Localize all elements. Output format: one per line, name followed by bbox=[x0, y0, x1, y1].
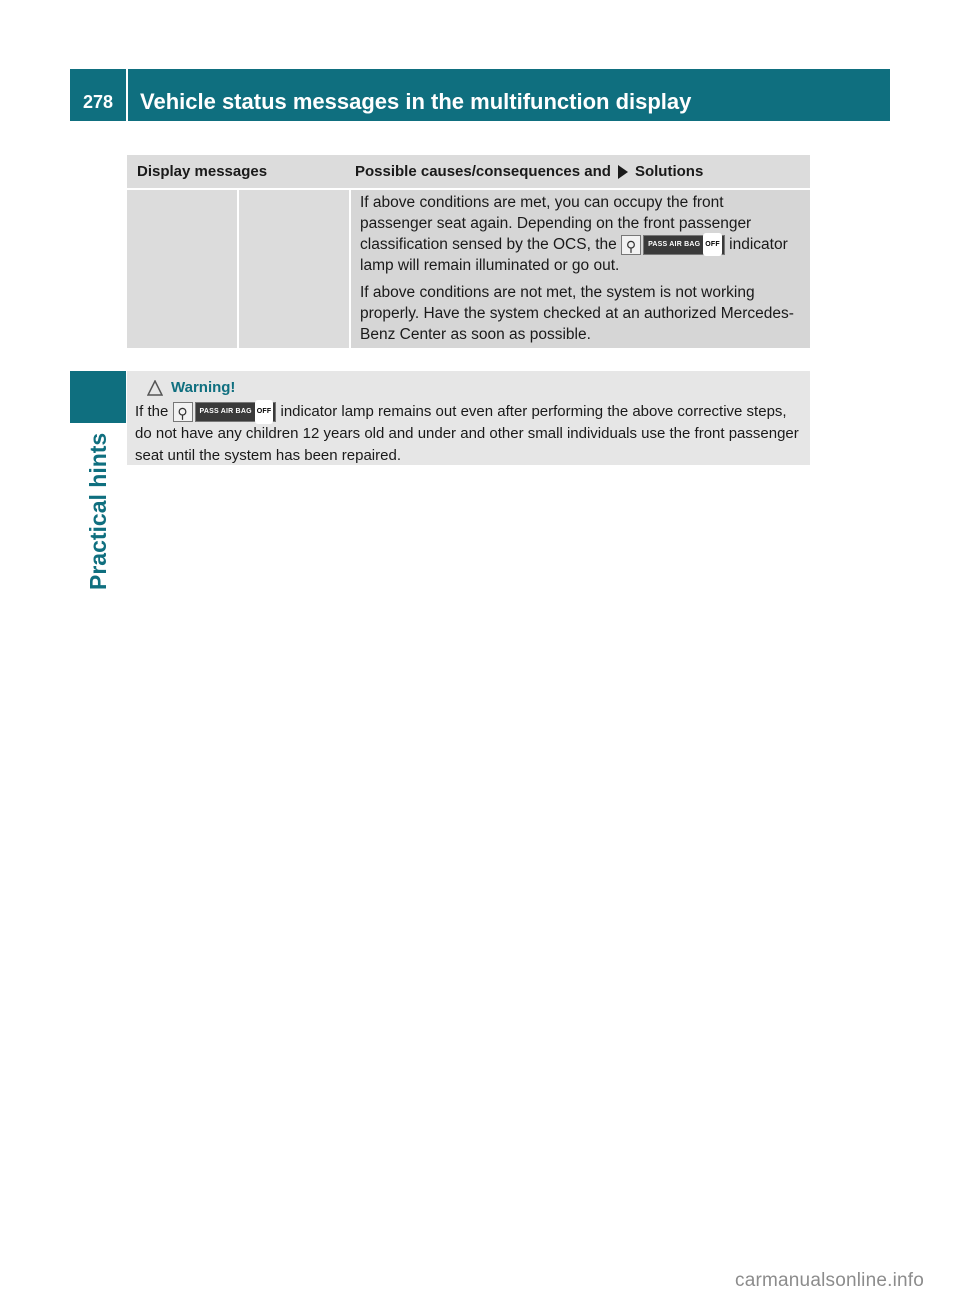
warning-heading: Warning! bbox=[147, 377, 802, 399]
airbag-indicator-icon bbox=[621, 235, 725, 255]
table-cell-solutions bbox=[351, 190, 810, 348]
arrow-right-icon bbox=[618, 165, 628, 179]
solution-paragraph: If above conditions are met, you can occupy the front passenger seat again. Depending on the front passenger classification sensed by the OCS, the ⚲ PASS AIR BAG OFF indicator lamp will remain illuminated or go out. bbox=[360, 194, 788, 274]
section-label-text: Practical hints bbox=[85, 432, 111, 590]
watermark: carmanualsonline.info bbox=[735, 1270, 925, 1291]
warning-triangle-icon bbox=[147, 380, 163, 396]
column-header-causes: Possible causes/consequences and Solutions bbox=[355, 163, 704, 180]
pass-airbag-off-icon: PASS AIR BAG OFF bbox=[643, 235, 725, 255]
seat-occupancy-icon: ⚲ bbox=[621, 235, 641, 255]
section-side-label bbox=[83, 432, 113, 840]
table-header bbox=[127, 155, 810, 188]
table-cell-empty bbox=[127, 190, 237, 348]
solution-paragraph: If above conditions are not met, the system is not working properly. Have the system checked at an authorized Mercedes-Benz Center as soon as possible. bbox=[360, 284, 794, 343]
page-title: Vehicle status messages in the multifunction display bbox=[128, 69, 890, 121]
pass-airbag-off-icon: PASS AIR BAG OFF bbox=[195, 402, 277, 422]
column-header-display-messages: Display messages bbox=[137, 163, 268, 180]
page-number: 278 bbox=[70, 69, 126, 121]
table-row bbox=[127, 190, 810, 348]
seat-occupancy-icon: ⚲ bbox=[173, 402, 193, 422]
airbag-indicator-icon bbox=[173, 402, 277, 422]
side-tab-marker bbox=[70, 371, 126, 423]
page-header bbox=[70, 69, 890, 121]
warning-box bbox=[127, 371, 810, 465]
table-cell-empty bbox=[239, 190, 349, 348]
warning-text: If the ⚲ PASS AIR BAG OFF indicator lamp remains out even after performing the above corrective steps, do not have any children 12 years old and under and other small individuals use the front passenger seat until the system has been repaired. bbox=[135, 401, 802, 467]
